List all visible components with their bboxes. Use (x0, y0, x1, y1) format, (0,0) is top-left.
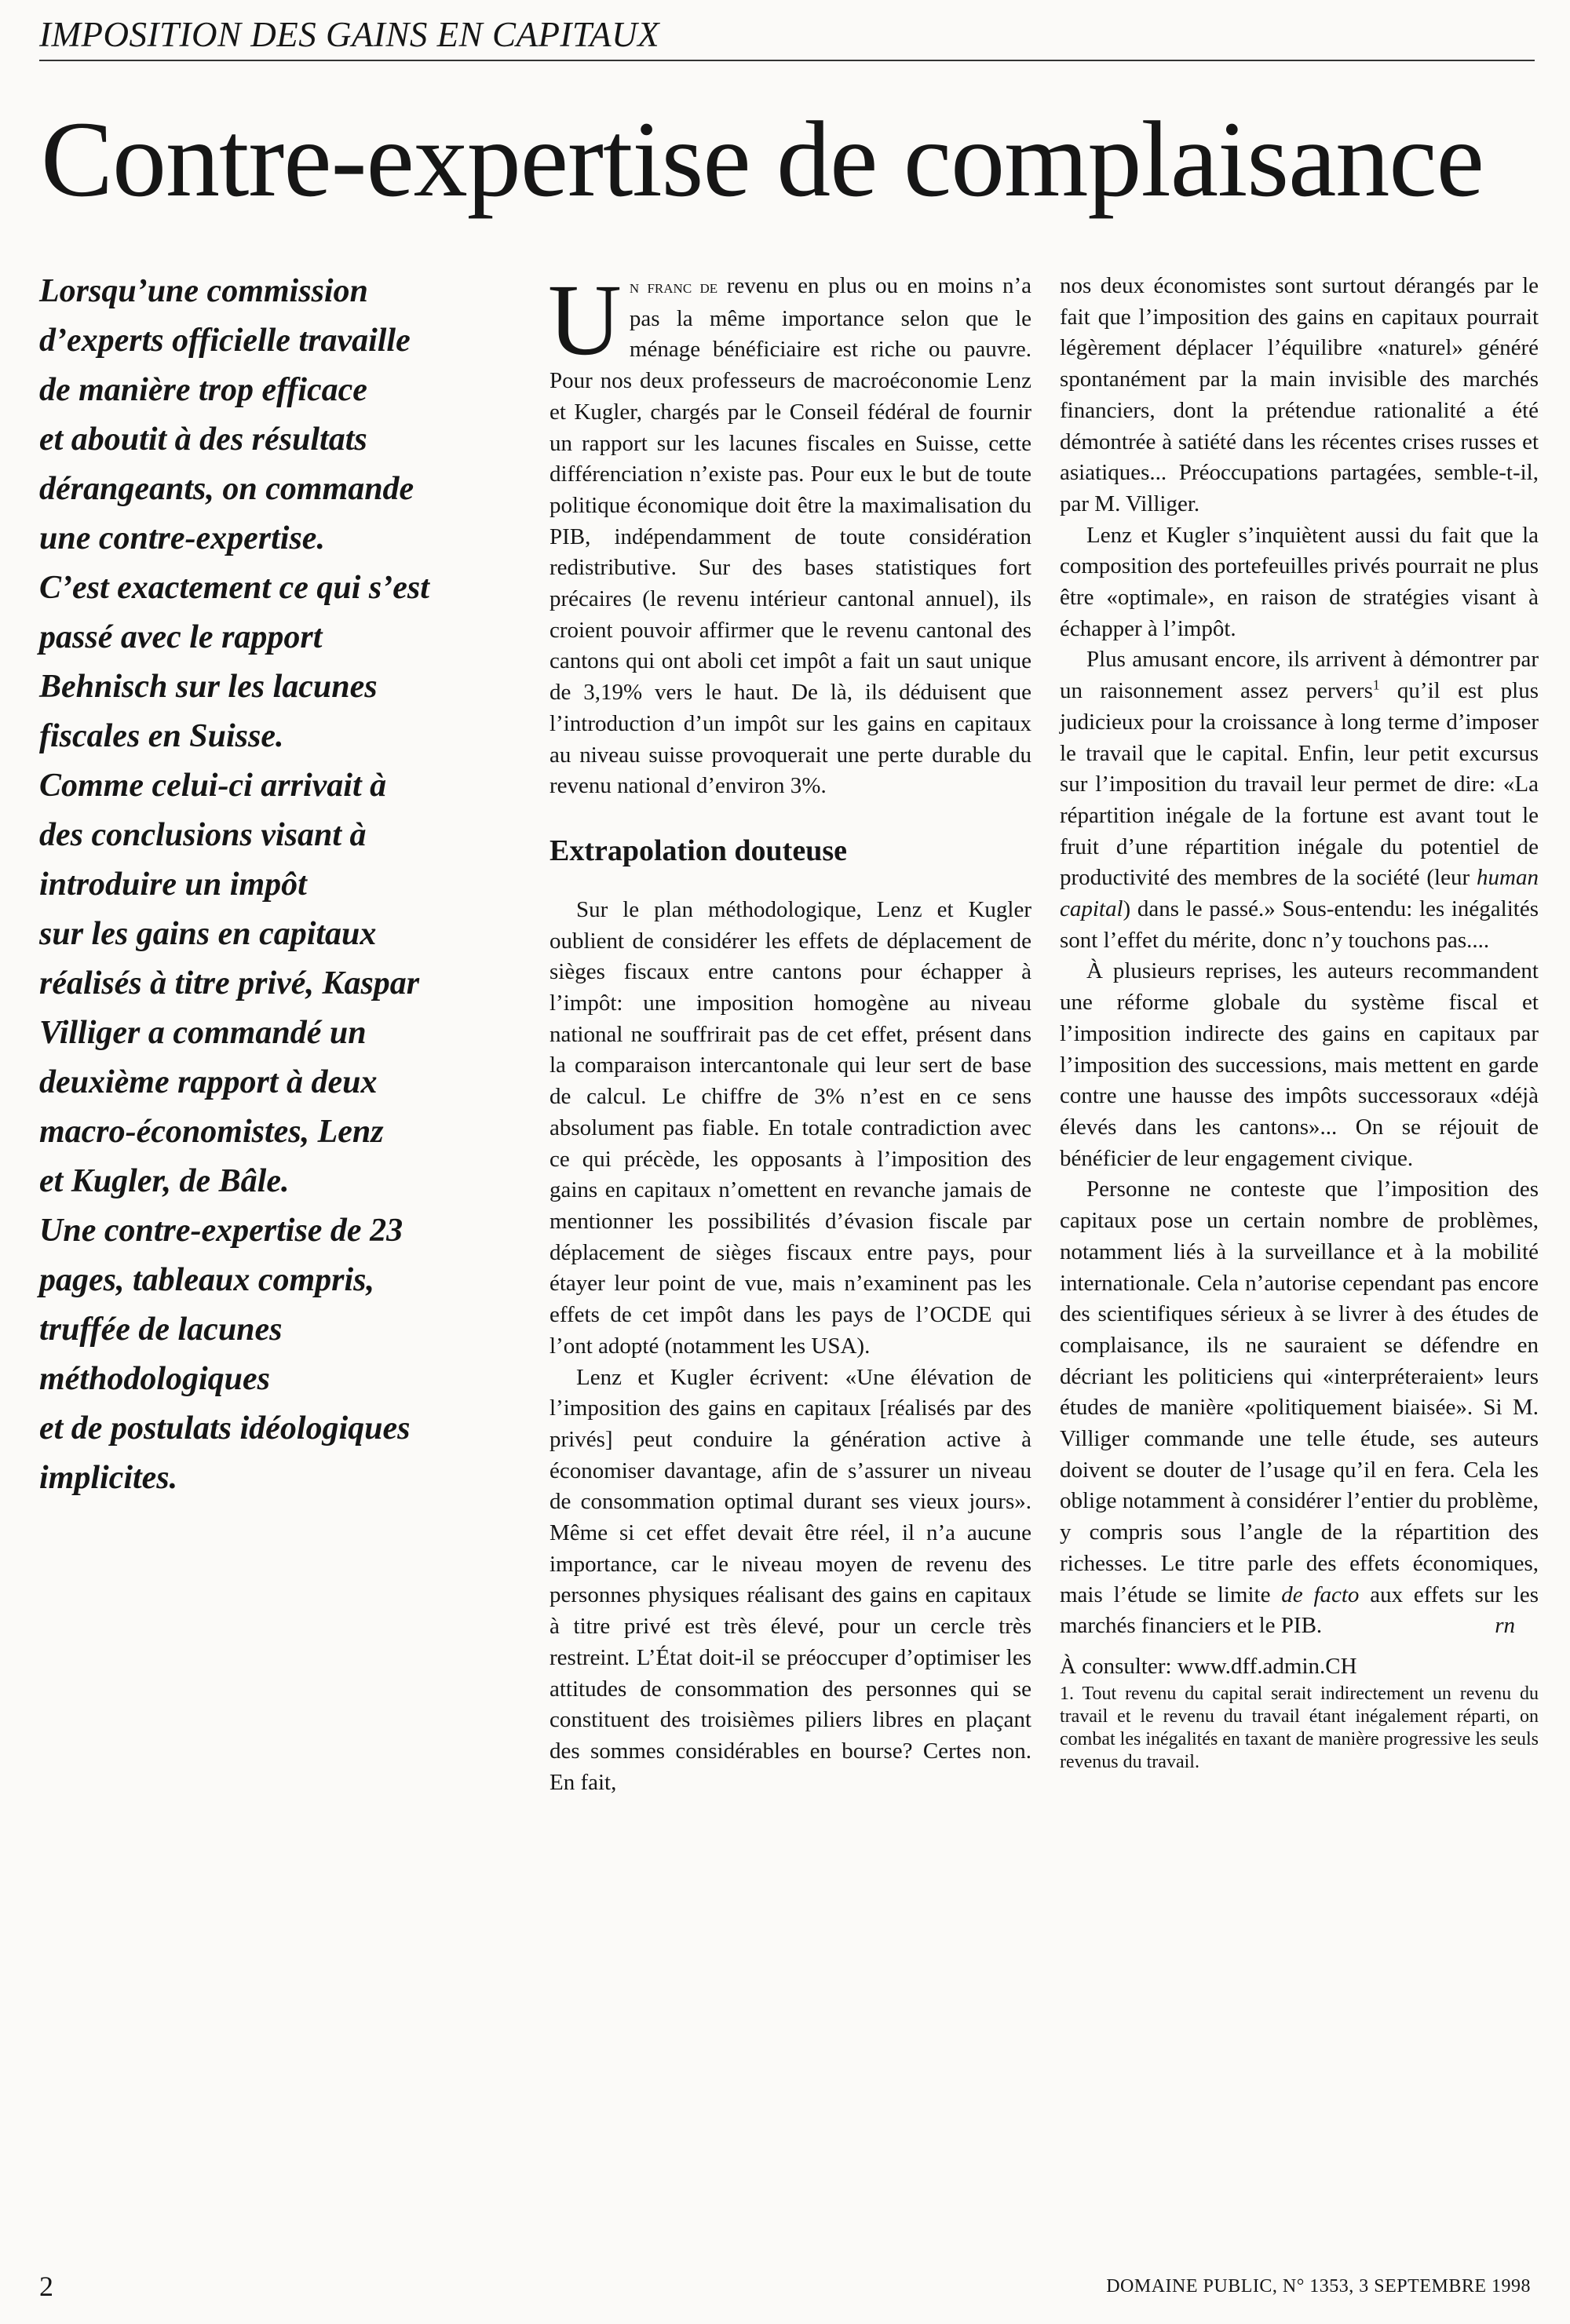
lead-line: passé avec le rapport (39, 619, 323, 655)
lead-line: Une contre-expertise de 23 (39, 1213, 403, 1249)
article-column-2 (1060, 271, 1539, 1774)
article-paragraph: nos deux économistes sont surtout dérangés par le fait que l’imposition des gains en capitaux pourrait légèrement déplacer l’équilibre «naturel» généré spontanément par la main invisible des marchés financiers, dont la prétendue rationalité a été démontrée à satiété dans les récentes crises russes et asiatiques... Préoccupations partagées, semble-t-il, par M. Villiger. (1060, 273, 1539, 516)
lead-line: fiscales en Suisse. (39, 718, 284, 754)
paragraph-text: revenu en plus ou en moins n’a pas la même importance selon que le ménage bénéficiaire est riche ou pauvre. Pour nos deux professeurs de macroéconomie Lenz et Kugler, chargés par le Conseil fédéral de fournir un rapport sur les lacunes fiscales en Suisse, cette différenciation n’existe pas. Pour eux le but de toute politique économique doit être la maximalisation du PIB, indépendamment de toute considération redistributive. Sur des bases statistiques fort précaires (le revenu intérieur cantonal annuel), ils croient pouvoir affirmer que le revenu cantonal des cantons qui ont aboli cet impôt a fait un saut unique de 3,19% vers le haut. De là, ils déduisent que l’introduction d’un impôt sur les gains en capitaux au niveau suisse provoquerait une perte durable du revenu national d’environ 3%. (550, 273, 1031, 799)
article-paragraph: Lenz et Kugler s’inquiètent aussi du fait que la composition des portefeuilles privés pourrait ne plus être «optimale», en raison de stratégies visant à échapper à l’impôt. (1060, 522, 1539, 641)
article-title: Contre-expertise de complaisance (41, 99, 1484, 219)
lead-line: méthodologiques (39, 1361, 271, 1397)
subheading: Extrapolation douteuse (550, 834, 847, 867)
lead-line: réalisés à titre privé, Kaspar (39, 965, 420, 1001)
article-paragraph: À plusieurs reprises, les auteurs recommandent une réforme globale du système fiscal et l’imposition indirecte des gains en capitaux par l’imposition des successions, mais mettent en garde contre une hausse des impôts successoraux «déjà élevés dans les cantons»... On se réjouit de bénéficier de leur engagement civique. (1060, 958, 1539, 1171)
lead-line: et Kugler, de Bâle. (39, 1163, 290, 1199)
lead-line: pages, tableaux compris, (39, 1262, 374, 1298)
lead-line: des conclusions visant à (39, 817, 367, 853)
lead-line: macro-économistes, Lenz (39, 1114, 384, 1150)
article-column-1 (548, 264, 1031, 1798)
publication-imprint: DOMAINE PUBLIC, N° 1353, 3 SEPTEMBRE 1998 (1106, 2276, 1531, 2297)
paragraph-text: qu’il est plus judicieux pour la croissance à long terme d’imposer le travail que le capital. Enfin, leur petit excursus sur l’imposition du travail leur permet de dire: «La répartition inégale de la fortune est avant tout le fruit d’une répartition inégale du potentiel de productivité des membres de la société (leur (1060, 678, 1539, 891)
paragraph-text: aux effets sur les marchés financiers et le PIB. (1060, 1582, 1539, 1639)
article-lead (39, 267, 526, 1503)
footnote-ref: 1 (1372, 677, 1380, 693)
drop-cap: U (548, 264, 622, 377)
lead-line: Behnisch sur les lacunes (39, 669, 378, 705)
lead-line: Comme celui-ci arrivait à (39, 768, 387, 804)
article-paragraph (548, 264, 1031, 802)
lead-line: introduire un impôt (39, 866, 307, 903)
lead-line: une contre-expertise. (39, 520, 325, 556)
lead-line: Villiger a commandé un (39, 1015, 367, 1051)
lead-line: dérangeants, on commande (39, 471, 414, 507)
article-paragraph (1060, 644, 1539, 956)
lead-line: Lorsqu’une commission (39, 273, 368, 309)
consult-link: À consulter: www.dff.admin.CH (1060, 1653, 1357, 1679)
lead-line: d’experts officielle travaille (39, 323, 411, 359)
lead-line: C’est exactement ce qui s’est (39, 570, 429, 606)
lead-line: deuxième rapport à deux (39, 1064, 378, 1100)
article-paragraph: Lenz et Kugler écrivent: «Une élévation de l’imposition des gains en capitaux [réalisés par des privés] peut conduire la génération active à économiser davantage, afin de s’assurer un niveau de consommation optimal durant ses vieux jours». Même si cet effet devait être réel, il n’a aucune importance, car le niveau moyen de revenu des personnes physiques réalisant des gains en capitaux à titre privé est très élevé, pour un cercle très restreint. L’État doit-il se préoccuper d’optimiser les attitudes de consommation des personnes qui se constituent des troisièmes piliers libres en plaçant des sommes considérables en bourse? Certes non. En fait, (550, 1364, 1031, 1795)
page-number: 2 (39, 2271, 53, 2302)
lead-line: implicites. (39, 1460, 178, 1496)
lead-line: sur les gains en capitaux (39, 916, 377, 952)
section-rubric: IMPOSITION DES GAINS EN CAPITAUX (39, 11, 1535, 61)
lead-line: et de postulats idéologiques (39, 1410, 411, 1447)
article-paragraph (1060, 1174, 1539, 1642)
paragraph-text: Plus amusant encore, ils arrivent à démontrer par un raisonnement assez pervers (1060, 647, 1539, 704)
paragraph-text: ) dans le passé.» Sous-entendu: les inégalités sont l’effet du mérite, donc n’y touchons pas.... (1060, 896, 1539, 953)
lead-line: et aboutit à des résultats (39, 421, 367, 458)
lead-line: truffée de lacunes (39, 1312, 283, 1348)
italic-term: de facto (1281, 1582, 1360, 1607)
footnote: 1. Tout revenu du capital serait indirectement un revenu du travail et le revenu du travail étant inégalement réparti, on combat les inégalités en taxant de manière progressive les seuls revenus du travail. (1060, 1683, 1539, 1772)
article-paragraph: Sur le plan méthodologique, Lenz et Kugler oublient de considérer les effets de déplacement de sièges fiscaux entre cantons pour échapper à l’impôt: une imposition homogène au niveau national ne souffrirait pas de cet effet, présent dans la comparaison intercantonale qui leur sert de base de calcul. Le chiffre de 3% n’est en ce sens absolument pas fiable. En totale contradiction avec ce qui précède, les opposants à l’imposition des gains en capitaux n’omettent en revanche jamais de mentionner les possibilités d’évasion fiscale par déplacement de sièges fiscaux entre pays, pour étayer leur point de vue, mais n’examinent pas les effets de cet impôt dans les pays de l’OCDE qui l’ont adopté (notamment les USA). (550, 896, 1031, 1359)
paragraph-text: Personne ne conteste que l’imposition des capitaux pose un certain nombre de problèmes, notamment liés à la surveillance et à la mobilité internationale. Cela n’autorise cependant pas encore des scientifiques sérieux à se livrer à des études de complaisance, ils ne sauraient se défendre en décriant les politiciens qui «interpréteraient» leurs études de manière «politiquement biaisée». Si M. Villiger commande une telle étude, ses auteurs doivent se douter de l’usage qu’il en fera. Cela les oblige notamment à considérer l’entier du problème, y compris sous l’angle de la répartition des richesses. Le titre parle des effets économiques, mais l’étude se limite (1060, 1177, 1539, 1607)
lead-line: de manière trop efficace (39, 372, 367, 408)
author-signature: rn (1495, 1613, 1515, 1639)
opening-smallcaps: n franc de (629, 277, 718, 297)
italic-term: human capital (1060, 865, 1539, 922)
